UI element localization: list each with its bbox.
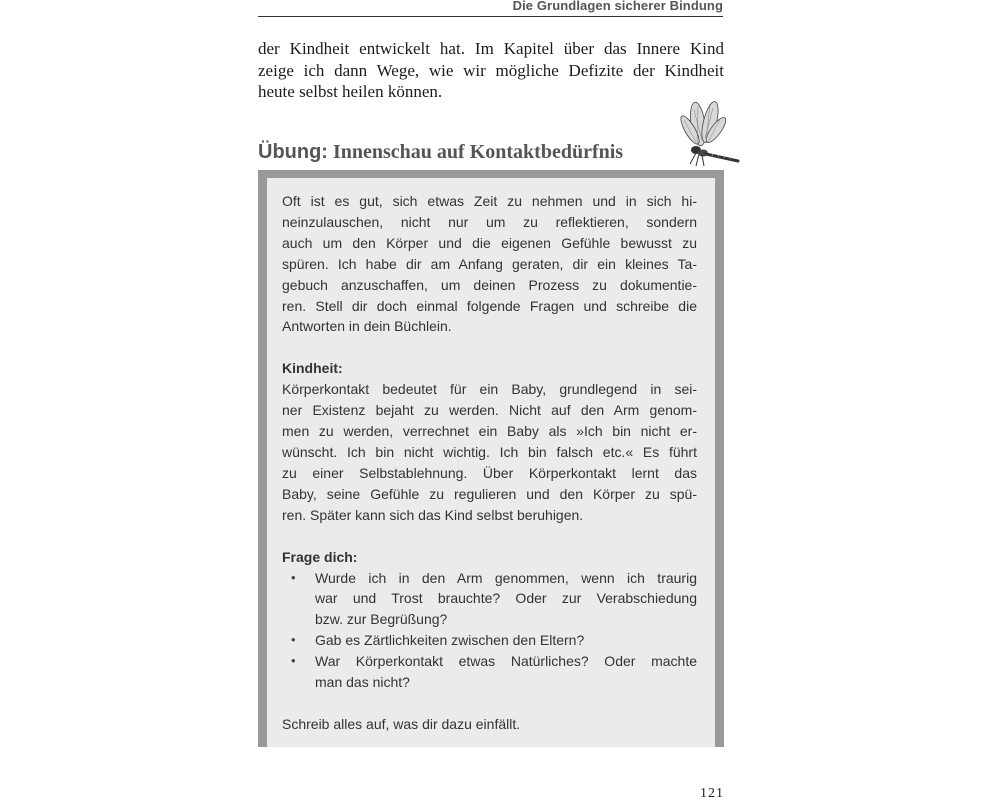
- text-line: war und Trost brauchte? Oder zur Verabschiedung: [315, 590, 697, 607]
- exercise-box-content: [267, 178, 715, 747]
- question-item: [282, 630, 697, 651]
- bullet-icon: •: [291, 569, 296, 585]
- text-line: Körperkontakt bedeutet für ein Baby, grundlegend in sei-: [282, 381, 697, 398]
- exercise-heading: [258, 140, 678, 164]
- exercise-intro-paragraph: [282, 191, 697, 337]
- question-item: [282, 568, 697, 631]
- exercise-heading-label: Übung:: [258, 141, 328, 163]
- text-line: Wurde ich in den Arm genommen, wenn ich traurig: [315, 569, 697, 586]
- text-line: Gab es Zärtlichkeiten zwischen den Eltern?: [315, 632, 585, 649]
- text-line: zu einer Selbstablehnung. Über Körperkontakt lernt das: [282, 464, 697, 481]
- closing-line: Schreib alles auf, was dir dazu einfällt.: [282, 715, 521, 732]
- text-line: bzw. zur Begrüßung?: [315, 611, 448, 628]
- text-line: ner Existenz bejaht zu werden. Nicht auf den Arm genom-: [282, 402, 697, 419]
- intro-line: heute selbst heilen können.: [258, 82, 443, 101]
- text-line: wünscht. Ich bin nicht wichtig. Ich bin falsch etc.« Es führt: [282, 443, 697, 460]
- page-number: 121: [700, 786, 724, 801]
- text-line: spüren. Ich habe dir am Anfang geraten, dir ein kleines Ta-: [282, 255, 697, 272]
- intro-paragraph: [258, 38, 724, 103]
- text-line: men zu werden, verrechnet ein Baby als »Ich bin nicht er-: [282, 423, 697, 440]
- text-line: ren. Stell dir doch einmal folgende Fragen und schreibe die: [282, 297, 697, 314]
- exercise-box: [258, 170, 724, 747]
- text-line: Antworten in dein Büchlein.: [282, 318, 452, 335]
- bullet-icon: •: [291, 632, 296, 648]
- intro-line: der Kindheit entwickelt hat. Im Kapitel über das Innere Kind: [258, 39, 724, 58]
- text-line: neinzulauschen, nicht nur um zu reflektieren, sondern: [282, 213, 697, 230]
- bullet-icon: •: [291, 653, 296, 669]
- spacer: [282, 526, 697, 547]
- text-line: Oft ist es gut, sich etwas Zeit zu nehmen und in sich hi-: [282, 193, 697, 209]
- text-line: Baby, seine Gefühle zu regulieren und den Körper zu spü-: [282, 485, 697, 502]
- intro-line: zeige ich dann Wege, wie wir mögliche Defizite der Kindheit: [258, 60, 724, 80]
- spacer: [282, 693, 697, 714]
- spacer: [282, 337, 697, 358]
- text-line: auch um den Körper und die eigenen Gefühle bewusst zu: [282, 234, 697, 251]
- question-item: [282, 651, 697, 693]
- text-line: War Körperkontakt etwas Natürliches? Oder machte: [315, 653, 697, 670]
- text-line: ren. Später kann sich das Kind selbst beruhigen.: [282, 506, 584, 523]
- childhood-label: Kindheit:: [282, 360, 343, 377]
- text-line: man das nicht?: [315, 674, 410, 691]
- exercise-heading-title: Innenschau auf Kontaktbedürfnis: [332, 141, 624, 163]
- ask-label: Frage dich:: [282, 548, 358, 565]
- childhood-paragraph: [282, 379, 697, 525]
- question-list: [282, 568, 697, 693]
- running-head: Die Grundlagen sicherer Bindung: [258, 0, 723, 17]
- text-line: gebuch anzuschaffen, um deinen Prozess zu dokumentie-: [282, 276, 697, 293]
- dragonfly-icon: [672, 100, 744, 172]
